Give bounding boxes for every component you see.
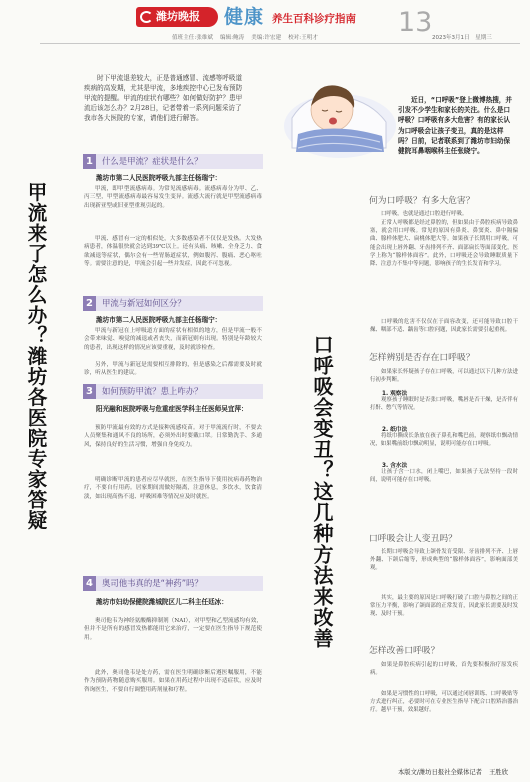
credit-duty: 值班主任:张维斌 bbox=[172, 35, 214, 41]
section-heading-2 bbox=[83, 296, 263, 311]
body-paragraph: 如果家长怀疑孩子存在口呼吸，可以通过以下几种方法进行初步判断。 bbox=[370, 369, 518, 384]
body-paragraph: 甲流、感冒有一定的相似处，大多数感染者不仅仅是发热。大发热病患者，体温很快就会达到39℃以上。还有头痛、咳嗽、全身乏力、食欲减退等症状，偶尔会有一些胃肠道症状，例如腹泻、腹痛、恶心呕吐等。需要注意的是，甲流会引起一些并发症，因此不可忽视。 bbox=[84, 236, 262, 268]
method-text: 让孩子含一口水，闭上嘴巴，如果孩子无法坚持一段时间，说明可能存在口呼吸。 bbox=[370, 469, 518, 484]
reporter-org: 本版文/潍坊日报社全媒体记者 bbox=[398, 769, 482, 776]
body-paragraph: 口呼吸的危害不仅仅在于面容改变，还可能导致口腔干燥、咽部不适、龋齿等口腔问题，因此家长需要引起重视。 bbox=[370, 319, 518, 334]
section-subtitle: 养生百科诊疗指南 bbox=[272, 13, 356, 25]
expert-byline: 潍坊市妇幼保健院潍城院区儿二科主任廷冰： bbox=[96, 598, 228, 606]
body-paragraph: 甲流，即甲型流感病毒。为常见流感病毒。流感病毒分为甲、乙、丙三型，甲型流感病毒最容易发生变异。流感大流行就是甲型流感病毒出现新亚型或旧亚型重现引起的。 bbox=[84, 186, 262, 209]
swoosh-icon bbox=[140, 11, 153, 23]
body-paragraph: 此外，奥司他韦是处方药，需在医生明确诊断后遵医嘱服用，不能作为预防药物随意购买服用。如果在用药过程中出现不适症状，应及时咨询医生，不要自行调整用药剂量和疗程。 bbox=[84, 670, 262, 693]
weekday-text: 星期三 bbox=[475, 35, 492, 41]
section-number: 3 bbox=[83, 384, 96, 399]
section-title: 奥司他韦真的是“神药”吗？ bbox=[102, 578, 203, 588]
section-title: 什么是甲流？症状是什么？ bbox=[102, 156, 203, 166]
article-credit bbox=[398, 767, 513, 776]
subheading: 口呼吸会让人变丑吗？ bbox=[369, 534, 457, 544]
logo-text: 潍坊晚报 bbox=[156, 10, 200, 23]
body-paragraph: 甲流与新冠在上呼吸道方面的症状有相似的地方，但是甲流一般不会带来味觉、嗅觉的减退或者丧失，而新冠则有出现。特别是年龄较大的患者，出现这样的情况应该要重视，及时就诊检查。 bbox=[84, 328, 262, 351]
method-label: 2. 纸巾法 bbox=[382, 427, 408, 433]
date-text: 2023年3月1日 bbox=[432, 35, 470, 41]
credit-proof: 校对:王明才 bbox=[288, 35, 319, 41]
subheading: 怎样改善口呼吸？ bbox=[369, 646, 440, 656]
right-article-intro: 近日，“口呼吸”登上微博热搜，并引发不少学生和家长的关注。什么是口呼吸？口呼吸有多大危害？有的家长认为口呼吸会让孩子变丑，真的是这样吗？日前，记者联系到了潍坊市妇幼保健院耳鼻咽喉科主任张晓宁。 bbox=[398, 96, 512, 156]
body-paragraph: 如果是鼻腔疾病引起的口呼吸，首先要积极治疗原发疾病。 bbox=[370, 662, 518, 677]
section-heading-3 bbox=[83, 384, 263, 399]
page-header bbox=[0, 0, 530, 44]
body-paragraph: 预防甲流最有效的方式是接种流感疫苗。对于甲流流行时，不要去人员聚集和通风不良的场所，必须外出时要戴口罩。日常勤洗手、多通风，保持良好的生活习惯，增强自身免疫力。 bbox=[84, 425, 262, 448]
body-paragraph: 长期口呼吸会导致上颌骨发育受限、牙齿排列不齐、上唇外翻、下颌后缩等，形成典型的“腺样体面容”，影响面部美观。 bbox=[370, 549, 518, 572]
section-heading-4 bbox=[83, 576, 263, 591]
method-text: 将纸巾撕成长条放在孩子鼻孔和嘴巴前，观察纸巾飘动情况，如果嘴前纸巾飘动明显，说明可能存在口呼吸。 bbox=[370, 433, 518, 448]
body-paragraph: 如果是习惯性的口呼吸，可以通过闭唇训练、口呼吸贴等方式进行纠正，必要时可在专业医生指导下配合口腔矫治器治疗。越早干预，效果越好。 bbox=[370, 691, 518, 714]
sleeping-child-illustration bbox=[278, 56, 398, 166]
section-number: 2 bbox=[83, 296, 96, 311]
credit-art: 美编:许宏建 bbox=[251, 35, 282, 41]
body-paragraph: 正常人呼吸都是经过鼻腔的，但如果由于鼻腔疾病导致鼻塞，就会用口呼吸。常见的原因有鼻炎、鼻窦炎、鼻中隔偏曲、腺样体肥大、扁桃体肥大等。如果孩子长期用口呼吸，可能会出现上唇外翻、牙齿排列不齐、面部扁长等面部变化，医学上称为“腺样体面容”。此外，口呼吸还会导致睡眠质量下降、注意力不集中等问题，影响孩子的生长发育和学习。 bbox=[370, 220, 518, 268]
left-article-headline: 甲流来了怎么办？潍坊各医院专家答疑 bbox=[24, 182, 48, 531]
section-title: 如何预防甲流？患上咋办？ bbox=[102, 386, 203, 396]
reporter-name: 王胜欣 bbox=[489, 769, 508, 776]
right-article-headline: 口呼吸会变丑？这几种方法来改善 bbox=[310, 334, 334, 649]
section-number: 4 bbox=[83, 576, 96, 591]
left-article-intro: 时下甲流退差较大，正是普通感冒、流感等呼吸道疾病的高发期，尤其是甲流，多地疾控中心已发布预防甲流的提醒。甲流的症状有哪些？如何做好防护？患甲流后该怎么办？2月28日，记者带着一系列问题采访了我市各大医院的专家，请他们进行解答。 bbox=[84, 74, 243, 122]
newspaper-logo bbox=[136, 7, 218, 27]
header-divider bbox=[40, 43, 520, 44]
body-paragraph: 奥司他韦为神经氨酸酶抑制剂（NAI），对甲型和乙型流感均有效，但并不是所有的感冒发热都能用它来治疗，一定要在医生指导下规范使用。 bbox=[84, 618, 262, 641]
expert-byline: 潍坊市第二人民医院呼吸九部主任杨瑞宁： bbox=[96, 316, 222, 324]
section-number: 1 bbox=[83, 154, 96, 169]
body-paragraph: 口呼吸，也就是通过口腔进行呼吸。 bbox=[381, 211, 468, 217]
expert-byline: 潍坊市第二人民医院呼吸九部主任杨瑞宁： bbox=[96, 174, 222, 182]
expert-byline: 阳光融和医院呼吸与危重症医学科主任医师吴宜萍： bbox=[96, 405, 248, 413]
method-label: 3. 含水法 bbox=[382, 463, 408, 469]
credit-editor: 编辑:鲍涛 bbox=[220, 35, 245, 41]
page-number: 13 bbox=[398, 7, 433, 38]
subheading: 何为口呼吸？有多大危害？ bbox=[369, 196, 475, 206]
subheading: 怎样辨别是否存在口呼吸？ bbox=[369, 353, 475, 363]
body-paragraph: 另外，甲流与新冠是需要相互排除的，但是感染之后都需要及时就诊，听从医生的建议。 bbox=[84, 362, 262, 377]
section-name: 健康 bbox=[224, 6, 265, 28]
method-label: 1. 观察法 bbox=[382, 391, 408, 397]
section-title: 甲流与新冠如何区分？ bbox=[102, 298, 186, 308]
staff-credits bbox=[172, 33, 323, 41]
issue-date bbox=[432, 33, 496, 41]
section-heading-1 bbox=[83, 154, 263, 169]
method-text: 观察孩子睡眠时是否张口呼吸，嘴唇是否干燥，是否伴有打鼾、憋气等情况。 bbox=[370, 397, 518, 412]
body-paragraph: 明确诊断甲流的患者应尽早就医，在医生指导下使用抗病毒药物治疗，不要自行用药。居家期间需做好隔离，注意休息，多饮水，饮食清淡，如出现高热不退、呼吸困难等情况应及时就医。 bbox=[84, 477, 262, 500]
body-paragraph: 其实，最主要的原因是口呼吸打破了口腔与鼻腔之间的正常压力平衡，影响了颌面部的正常发育，因此家长需要及时发现、及时干预。 bbox=[370, 595, 518, 618]
